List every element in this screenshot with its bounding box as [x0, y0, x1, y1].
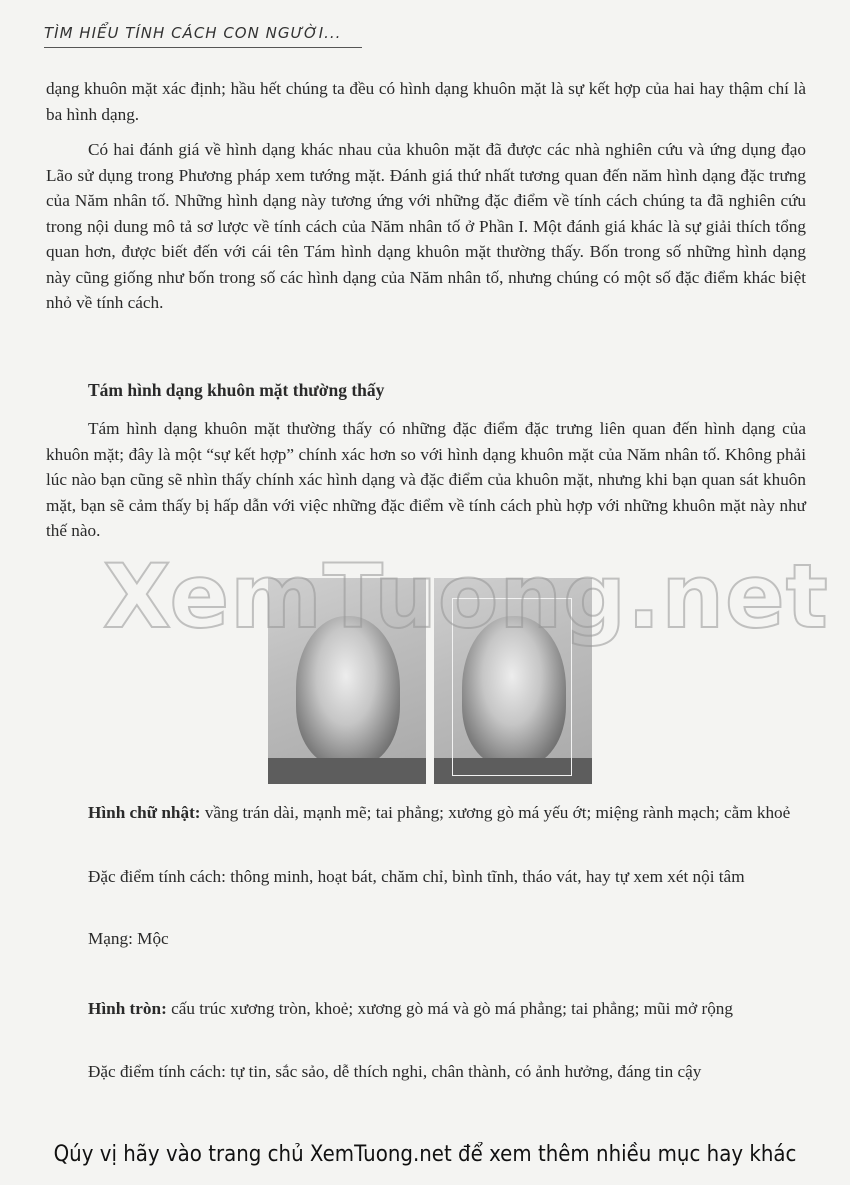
- rectangle-shape-element: Mạng: Mộc: [88, 929, 169, 948]
- rectangle-shape-traits: Đặc điểm tính cách: thông minh, hoạt bát, chăm chỉ, bình tĩnh, tháo vát, hay tự xem xét nội tâm: [88, 867, 745, 886]
- paragraph-eight-shapes: Tám hình dạng khuôn mặt thường thấy có những đặc điểm đặc trưng liên quan đến hình dạng của khuôn mặt; đây là một “sự kết hợp” chính xác hơn so với hình dạng khuôn mặt của Năm nhân tố. Không phải lúc nào bạn cũng sẽ nhìn thấy chính xác hình dạng và đặc điểm của khuôn mặt, nhưng khi bạn quan sát khuôn mặt, bạn sẽ cảm thấy bị hấp dẫn với việc những đặc điểm về tính cách phù hợp với những khuôn mặt này như thế nào.: [46, 419, 806, 540]
- round-shape-features: cấu trúc xương tròn, khoẻ; xương gò má và gò má phẳng; tai phẳng; mũi mở rộng: [166, 999, 733, 1018]
- footer-note: Qúy vị hãy vào trang chủ XemTuong.net để xem thêm nhiều mục hay khác: [53, 1142, 797, 1167]
- rectangle-shape-label: Hình chữ nhật:: [88, 803, 201, 822]
- running-head-rule: [44, 47, 362, 48]
- round-shape-description: [46, 996, 806, 1022]
- paragraph-intro-continued: dạng khuôn mặt xác định; hầu hết chúng ta đều có hình dạng khuôn mặt là sự kết hợp của hai hay thậm chí là ba hình dạng.: [46, 79, 806, 124]
- section-subheading: Tám hình dạng khuôn mặt thường thấy: [88, 380, 385, 400]
- round-shape-label: Hình tròn:: [88, 999, 167, 1018]
- face-photo-right: [434, 578, 592, 784]
- face-photo-left: [268, 578, 426, 784]
- paragraph-two-assessments: Có hai đánh giá về hình dạng khác nhau của khuôn mặt đã được các nhà nghiên cứu và ứng dụng đạo Lão sử dụng trong Phương pháp xem tướng mặt. Đánh giá thứ nhất tương quan đến năm hình dạng đặc trưng của Năm nhân tố. Những hình dạng này tương ứng với những đặc điểm về tính cách chúng ta đã nghiên cứu trong nội dung mô tả sơ lược về tính cách của Năm nhân tố ở Phần I. Một đánh giá khác là sự giải thích tổng quan hơn, được biết đến với cái tên Tám hình dạng khuôn mặt thường thấy. Bốn trong số những hình dạng này cũng giống như bốn trong số các hình dạng của Năm nhân tố, nhưng chúng có một số đặc điểm khác biệt nhỏ về tính cách.: [46, 140, 806, 312]
- rectangle-shape-description: [46, 800, 806, 826]
- running-head: TÌM HIỂU TÍNH CÁCH CON NGƯỜI...: [44, 24, 342, 42]
- face-shoulders: [268, 758, 426, 784]
- rectangle-outline: [452, 598, 572, 776]
- face-shape: [296, 616, 400, 766]
- rectangle-shape-features: vầng trán dài, mạnh mẽ; tai phẳng; xương gò má yếu ớt; miệng rành mạch; cằm khoẻ: [200, 803, 791, 822]
- round-shape-traits: Đặc điểm tính cách: tự tin, sắc sảo, dễ thích nghi, chân thành, có ảnh hưởng, đáng tin cậy: [88, 1062, 702, 1081]
